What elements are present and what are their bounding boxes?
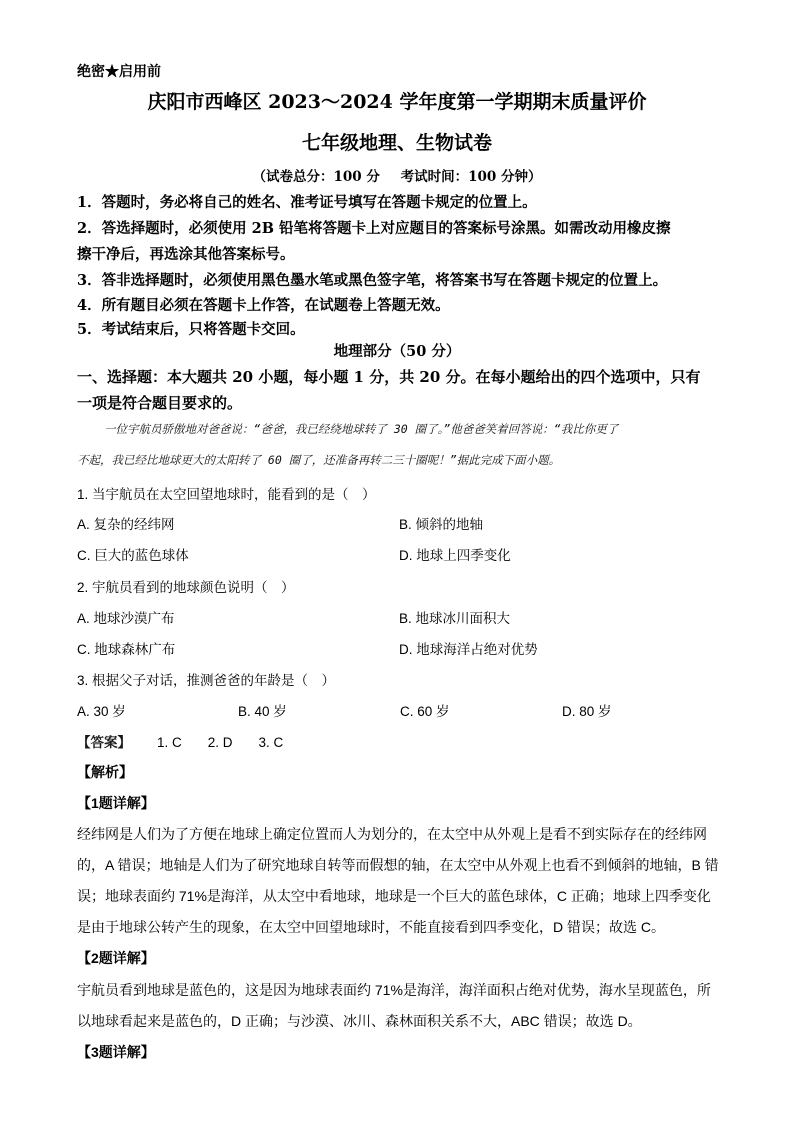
q2-option-d: D. 地球海洋占绝对优势 bbox=[399, 642, 538, 657]
exam-subtitle: 七年级地理、生物试卷 bbox=[301, 132, 492, 154]
question-2-stem: 2. 宇航员看到的地球颜色说明（ ） bbox=[77, 580, 295, 595]
total-score: （试卷总分：100 分 bbox=[252, 169, 380, 185]
detail-1-line: 经纬网是人们为了方便在地球上确定位置而人为划分的，在太空中从外观上是看不到实际存在的经纬网 bbox=[77, 826, 707, 842]
q3-option-b: B. 40 岁 bbox=[238, 704, 287, 719]
instruction-2: 2．答选择题时，必须使用 2B 铅笔将答题卡上对应题目的答案标号涂黑。如需改动用橡皮擦 bbox=[77, 220, 671, 237]
q3-option-c: C. 60 岁 bbox=[400, 704, 450, 719]
story-line-2: 不起，我已经比地球更大的太阳转了 60 圈了，还准备再转二三十圈呢！”据此完成下面小题。 bbox=[77, 453, 561, 467]
instruction-5: 5．考试结束后，只将答题卡交回。 bbox=[77, 321, 305, 338]
part1-heading-cont: 一项是符合题目要求的。 bbox=[77, 394, 243, 412]
answer-value: 1. C bbox=[157, 735, 182, 750]
instruction-4: 4．所有题目必须在答题卡上作答，在试题卷上答题无效。 bbox=[77, 297, 450, 314]
q1-option-d: D. 地球上四季变化 bbox=[399, 548, 511, 563]
detail-2-line: 以地球看起来是蓝色的，D 正确；与沙漠、冰川、森林面积关系不大，ABC 错误；故选 D。 bbox=[77, 1013, 642, 1029]
exam-time: 考试时间：100 分钟） bbox=[400, 169, 542, 185]
answer-value: 3. C bbox=[258, 735, 284, 750]
q2-option-a: A. 地球沙漠广布 bbox=[77, 611, 175, 626]
story-line-1: 一位宇航员骄傲地对爸爸说：“爸爸，我已经绕地球转了 30 圈了。”他爸爸笑着回答说：“我比你更了 bbox=[104, 422, 619, 436]
analysis-label: 【解析】 bbox=[77, 764, 133, 780]
answer-value: 2. D bbox=[207, 735, 233, 750]
q1-option-b: B. 倾斜的地轴 bbox=[399, 517, 484, 532]
answer-row bbox=[77, 731, 283, 751]
detail-1-heading: 【1题详解】 bbox=[77, 795, 155, 811]
detail-1-line: 的，A 错误；地轴是人们为了研究地球自转等而假想的轴，在太空中从外观上也看不到倾斜的地轴，B 错 bbox=[77, 857, 719, 873]
answer-label: 【答案】 bbox=[77, 735, 131, 750]
q3-option-d: D. 80 岁 bbox=[562, 704, 612, 719]
detail-2-line: 宇航员看到地球是蓝色的，这是因为地球表面约 71%是海洋，海洋面积占绝对优势，海水呈现蓝色，所 bbox=[77, 982, 711, 998]
detail-2-heading: 【2题详解】 bbox=[77, 950, 155, 966]
q3-option-a: A. 30 岁 bbox=[77, 704, 126, 719]
instruction-1: 1．答题时，务必将自己的姓名、准考证号填写在答题卡规定的位置上。 bbox=[77, 194, 537, 211]
instruction-2-cont: 擦干净后，再选涂其他答案标号。 bbox=[77, 246, 295, 263]
question-3-stem: 3. 根据父子对话，推测爸爸的年龄是（ ） bbox=[77, 673, 336, 688]
section-title: 地理部分（50 分） bbox=[333, 343, 461, 360]
detail-1-line: 是由于地球公转产生的现象，在太空中回望地球时，不能直接看到四季变化，D 错误；故选 C。 bbox=[77, 919, 665, 935]
part1-heading: 一、选择题：本大题共 20 小题，每小题 1 分，共 20 分。在每小题给出的四个选项中，只有 bbox=[77, 368, 701, 386]
q1-option-c: C. 巨大的蓝色球体 bbox=[77, 548, 189, 563]
exam-meta bbox=[0, 165, 794, 185]
detail-1-line: 误；地球表面约 71%是海洋，从太空中看地球，地球是一个巨大的蓝色球体，C 正确；地球上四季变化 bbox=[77, 888, 711, 904]
confidential-mark: 绝密★启用前 bbox=[77, 64, 161, 80]
q2-option-c: C. 地球森林广布 bbox=[77, 642, 176, 657]
q2-option-b: B. 地球冰川面积大 bbox=[399, 611, 511, 626]
detail-3-heading: 【3题详解】 bbox=[77, 1044, 155, 1060]
q1-option-a: A. 复杂的经纬网 bbox=[77, 517, 175, 532]
exam-title: 庆阳市西峰区 2023～2024 学年度第一学期期末质量评价 bbox=[147, 91, 647, 113]
question-1-stem: 1. 当宇航员在太空回望地球时，能看到的是（ ） bbox=[77, 487, 376, 502]
instruction-3: 3．答非选择题时，必须使用黑色墨水笔或黑色签字笔，将答案书写在答题卡规定的位置上。 bbox=[77, 272, 668, 289]
